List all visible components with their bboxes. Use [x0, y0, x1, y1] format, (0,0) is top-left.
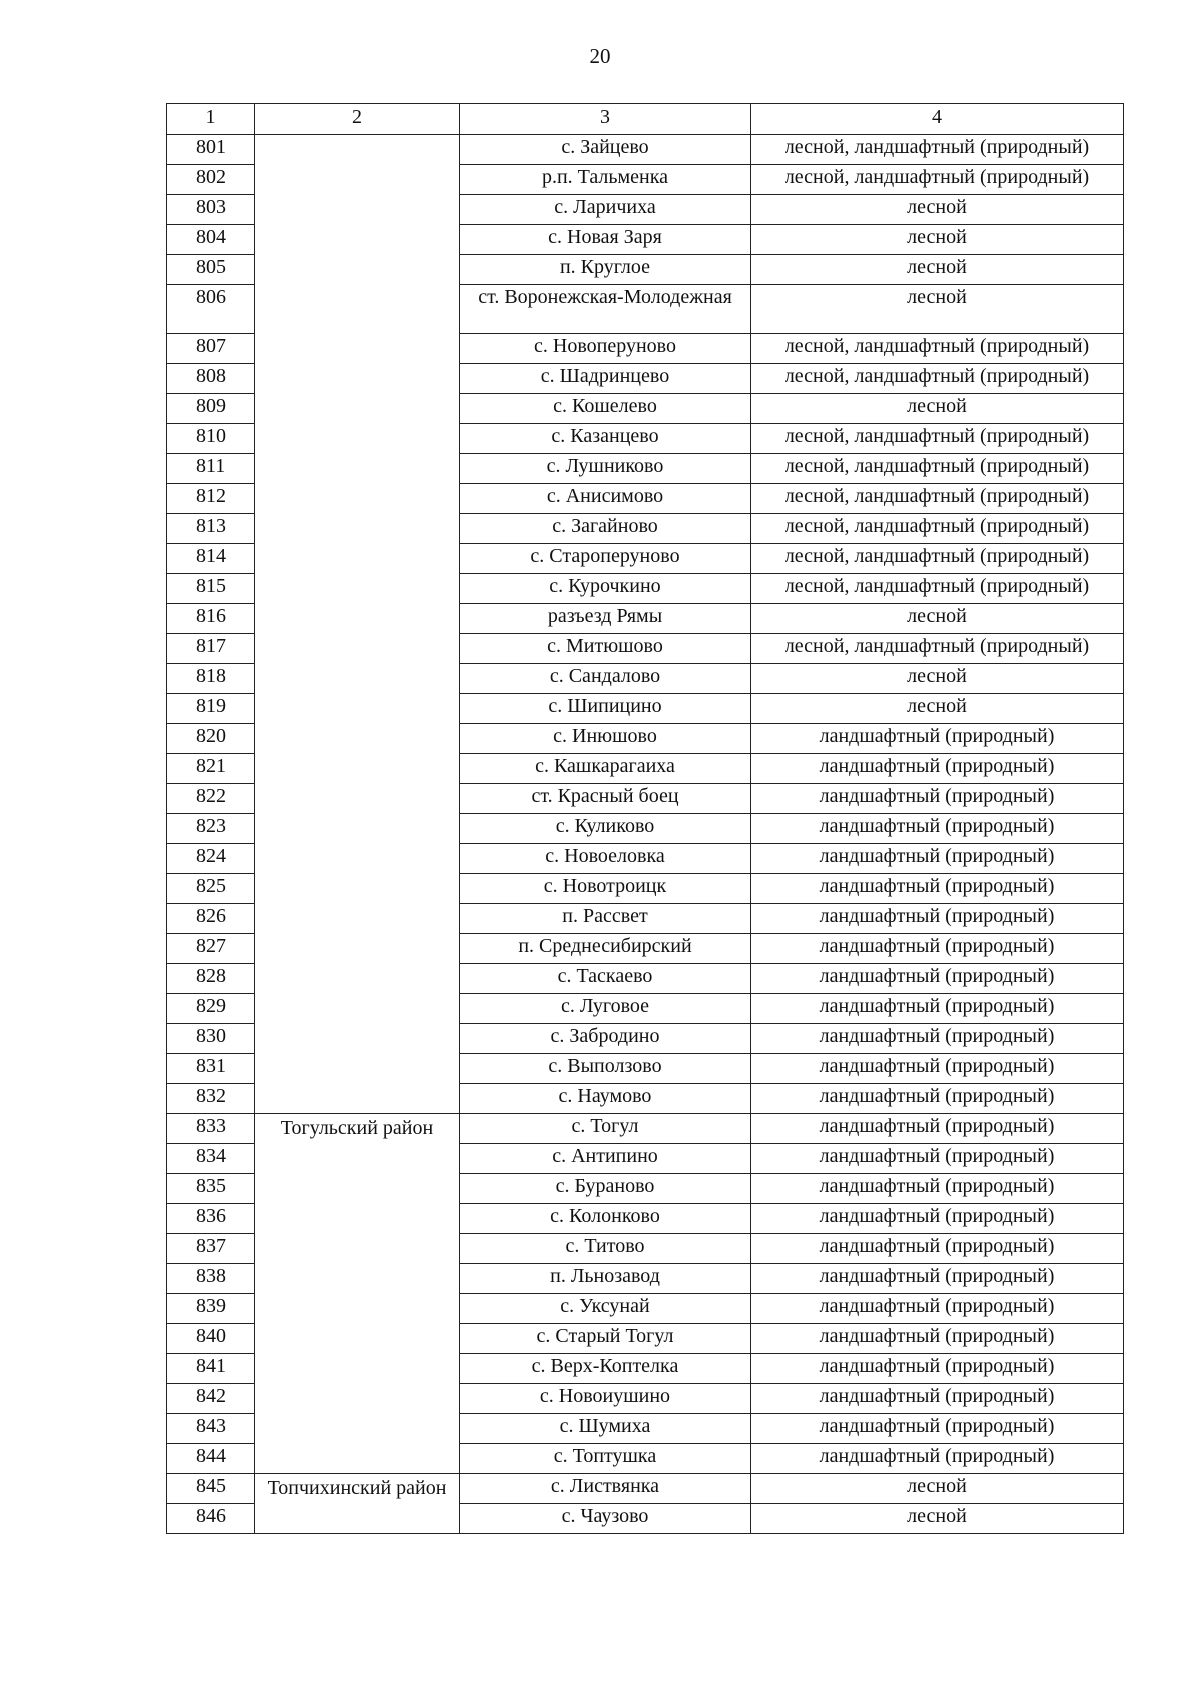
settlement-cell: с. Новоперуново [460, 334, 751, 364]
settlement-cell: с. Верх-Коптелка [460, 1354, 751, 1384]
page-number: 20 [589, 44, 611, 68]
settlement-cell: с. Анисимово [460, 484, 751, 514]
settlement-cell: с. Загайново [460, 514, 751, 544]
recreation-type-cell: ландшафтный (природный) [751, 1384, 1124, 1414]
settlement-cell: с. Новоиушино [460, 1384, 751, 1414]
row-number: 812 [167, 484, 255, 514]
recreation-type-cell: ландшафтный (природный) [751, 964, 1124, 994]
recreation-type-cell: лесной [751, 285, 1124, 334]
row-number: 842 [167, 1384, 255, 1414]
column-header-2: 2 [255, 104, 460, 135]
settlement-cell: с. Инюшово [460, 724, 751, 754]
row-number: 824 [167, 844, 255, 874]
settlement-cell: с. Тогул [460, 1114, 751, 1144]
row-number: 808 [167, 364, 255, 394]
recreation-type-cell: ландшафтный (природный) [751, 1054, 1124, 1084]
recreation-type-cell: лесной, ландшафтный (природный) [751, 135, 1124, 165]
district-cell [255, 135, 460, 1114]
recreation-type-cell: лесной [751, 255, 1124, 285]
settlement-cell: разъезд Рямы [460, 604, 751, 634]
row-number: 835 [167, 1174, 255, 1204]
recreation-type-cell: ландшафтный (природный) [751, 934, 1124, 964]
row-number: 810 [167, 424, 255, 454]
recreation-type-cell: ландшафтный (природный) [751, 754, 1124, 784]
row-number: 821 [167, 754, 255, 784]
recreation-type-cell: ландшафтный (природный) [751, 1354, 1124, 1384]
settlement-cell: с. Луговое [460, 994, 751, 1024]
row-number: 807 [167, 334, 255, 364]
recreation-type-cell: ландшафтный (природный) [751, 1084, 1124, 1114]
settlement-cell: с. Шипицино [460, 694, 751, 724]
row-number: 817 [167, 634, 255, 664]
row-number: 819 [167, 694, 255, 724]
recreation-type-cell: лесной, ландшафтный (природный) [751, 634, 1124, 664]
settlement-cell: с. Староперуново [460, 544, 751, 574]
recreation-type-cell: лесной [751, 604, 1124, 634]
settlement-cell: с. Уксунай [460, 1294, 751, 1324]
row-number: 826 [167, 904, 255, 934]
settlement-cell: с. Таскаево [460, 964, 751, 994]
row-number: 840 [167, 1324, 255, 1354]
settlement-cell: с. Курочкино [460, 574, 751, 604]
row-number: 804 [167, 225, 255, 255]
row-number: 803 [167, 195, 255, 225]
recreation-type-cell: ландшафтный (природный) [751, 904, 1124, 934]
row-number: 820 [167, 724, 255, 754]
settlement-cell: с. Кошелево [460, 394, 751, 424]
settlement-cell: с. Кашкарагаиха [460, 754, 751, 784]
row-number: 823 [167, 814, 255, 844]
recreation-type-cell: лесной, ландшафтный (природный) [751, 454, 1124, 484]
recreation-type-cell: лесной, ландшафтный (природный) [751, 544, 1124, 574]
settlement-cell: с. Шумиха [460, 1414, 751, 1444]
recreation-type-cell: ландшафтный (природный) [751, 784, 1124, 814]
settlement-cell: с. Лушниково [460, 454, 751, 484]
row-number: 844 [167, 1444, 255, 1474]
recreation-type-cell: ландшафтный (природный) [751, 994, 1124, 1024]
column-header-3: 3 [460, 104, 751, 135]
recreation-type-cell: ландшафтный (природный) [751, 1204, 1124, 1234]
column-header-4: 4 [751, 104, 1124, 135]
row-number: 841 [167, 1354, 255, 1384]
row-number: 838 [167, 1264, 255, 1294]
row-number: 837 [167, 1234, 255, 1264]
row-number: 830 [167, 1024, 255, 1054]
settlement-cell: с. Колонково [460, 1204, 751, 1234]
row-number: 806 [167, 285, 255, 334]
row-number: 815 [167, 574, 255, 604]
recreation-type-cell: ландшафтный (природный) [751, 1324, 1124, 1354]
row-number: 836 [167, 1204, 255, 1234]
settlement-cell: с. Листвянка [460, 1474, 751, 1504]
settlement-cell: с. Зайцево [460, 135, 751, 165]
settlement-cell: с. Чаузово [460, 1504, 751, 1534]
recreation-type-cell: ландшафтный (природный) [751, 1234, 1124, 1264]
recreation-type-cell: ландшафтный (природный) [751, 1414, 1124, 1444]
row-number: 843 [167, 1414, 255, 1444]
settlement-cell: с. Новоеловка [460, 844, 751, 874]
recreation-type-cell: лесной, ландшафтный (природный) [751, 424, 1124, 454]
recreation-type-cell: лесной [751, 1504, 1124, 1534]
district-cell: Топчихинский район [255, 1474, 460, 1534]
settlement-cell: п. Среднесибирский [460, 934, 751, 964]
settlement-cell: с. Старый Тогул [460, 1324, 751, 1354]
settlement-cell: с. Куликово [460, 814, 751, 844]
recreation-type-cell: лесной, ландшафтный (природный) [751, 165, 1124, 195]
settlement-cell: ст. Красный боец [460, 784, 751, 814]
settlement-cell: ст. Воронежская-Молодежная [460, 285, 751, 334]
settlement-cell: р.п. Тальменка [460, 165, 751, 195]
row-number: 834 [167, 1144, 255, 1174]
row-number: 822 [167, 784, 255, 814]
row-number: 818 [167, 664, 255, 694]
settlement-cell: с. Шадринцево [460, 364, 751, 394]
row-number: 828 [167, 964, 255, 994]
settlement-cell: с. Титово [460, 1234, 751, 1264]
settlement-cell: с. Антипино [460, 1144, 751, 1174]
recreation-type-cell: ландшафтный (природный) [751, 844, 1124, 874]
recreation-type-cell: ландшафтный (природный) [751, 1144, 1124, 1174]
row-number: 846 [167, 1504, 255, 1534]
settlement-cell: с. Ларичиха [460, 195, 751, 225]
recreation-type-cell: ландшафтный (природный) [751, 874, 1124, 904]
recreation-type-cell: лесной, ландшафтный (природный) [751, 514, 1124, 544]
settlement-cell: с. Топтушка [460, 1444, 751, 1474]
recreation-type-cell: лесной, ландшафтный (природный) [751, 574, 1124, 604]
row-number: 816 [167, 604, 255, 634]
recreation-type-cell: лесной [751, 195, 1124, 225]
settlement-cell: с. Выползово [460, 1054, 751, 1084]
recreation-type-cell: лесной, ландшафтный (природный) [751, 364, 1124, 394]
table-row [167, 135, 1124, 165]
settlement-cell: с. Новотроицк [460, 874, 751, 904]
row-number: 805 [167, 255, 255, 285]
recreation-type-cell: лесной, ландшафтный (природный) [751, 484, 1124, 514]
settlement-cell: п. Круглое [460, 255, 751, 285]
row-number: 801 [167, 135, 255, 165]
row-number: 832 [167, 1084, 255, 1114]
settlement-cell: с. Казанцево [460, 424, 751, 454]
row-number: 825 [167, 874, 255, 904]
row-number: 813 [167, 514, 255, 544]
recreation-type-cell: лесной [751, 1474, 1124, 1504]
recreation-type-cell: ландшафтный (природный) [751, 814, 1124, 844]
row-number: 829 [167, 994, 255, 1024]
district-cell: Тогульский район [255, 1114, 460, 1474]
recreation-type-cell: ландшафтный (природный) [751, 1444, 1124, 1474]
table-body [167, 135, 1124, 1534]
row-number: 839 [167, 1294, 255, 1324]
recreation-type-cell: лесной [751, 664, 1124, 694]
settlement-cell: с. Наумово [460, 1084, 751, 1114]
row-number: 811 [167, 454, 255, 484]
row-number: 845 [167, 1474, 255, 1504]
recreation-type-cell: лесной [751, 694, 1124, 724]
settlement-cell: с. Бураново [460, 1174, 751, 1204]
recreation-type-cell: ландшафтный (природный) [751, 1114, 1124, 1144]
table-row [167, 1114, 1124, 1144]
recreation-type-cell: лесной [751, 394, 1124, 424]
row-number: 809 [167, 394, 255, 424]
settlement-cell: с. Новая Заря [460, 225, 751, 255]
row-number: 814 [167, 544, 255, 574]
recreation-type-cell: лесной [751, 225, 1124, 255]
settlements-table [166, 103, 1124, 1534]
table-row [167, 1474, 1124, 1504]
settlement-cell: с. Забродино [460, 1024, 751, 1054]
settlement-cell: с. Сандалово [460, 664, 751, 694]
row-number: 827 [167, 934, 255, 964]
table-header-row [167, 104, 1124, 135]
recreation-type-cell: ландшафтный (природный) [751, 1174, 1124, 1204]
recreation-type-cell: ландшафтный (природный) [751, 1264, 1124, 1294]
row-number: 831 [167, 1054, 255, 1084]
recreation-type-cell: ландшафтный (природный) [751, 1024, 1124, 1054]
settlement-cell: п. Льнозавод [460, 1264, 751, 1294]
settlement-cell: п. Рассвет [460, 904, 751, 934]
recreation-type-cell: ландшафтный (природный) [751, 724, 1124, 754]
row-number: 833 [167, 1114, 255, 1144]
settlement-cell: с. Митюшово [460, 634, 751, 664]
recreation-type-cell: лесной, ландшафтный (природный) [751, 334, 1124, 364]
row-number: 802 [167, 165, 255, 195]
column-header-1: 1 [167, 104, 255, 135]
recreation-type-cell: ландшафтный (природный) [751, 1294, 1124, 1324]
